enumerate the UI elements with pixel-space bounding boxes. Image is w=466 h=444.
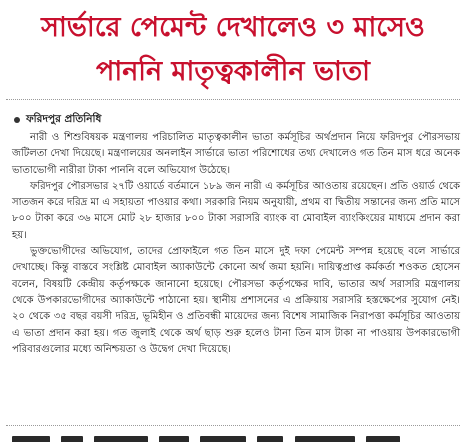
cut-off-text-fragment xyxy=(295,436,355,442)
byline-text: ফরিদপুর প্রতিনিধি xyxy=(26,112,102,125)
cut-off-text-fragment xyxy=(257,436,283,442)
byline xyxy=(14,112,101,128)
bullet-icon xyxy=(14,117,20,123)
cut-off-text-fragment xyxy=(200,436,246,442)
cut-off-next-line xyxy=(12,428,452,442)
cut-off-text-fragment xyxy=(366,436,400,442)
cut-off-text-fragment xyxy=(159,436,189,442)
paragraph-2: ফরিদপুর পৌরসভার ২৭টি ওয়ার্ডে বর্তমানে ১৮৯ জন নারী এ কর্মসূচির আওতায় রয়েছেন। প্রতি ওয়ার্ড থেকে সাতজন করে দরিদ্র মা এ সহায়তা পাওয়ার কথা। সরকারি নিয়ম অনুযায়ী, প্রথম বা দ্বিতীয় সন্তানের জন্য প্রতি মাসে ৮০০ টাকা করে ৩৬ মাসে মোট ২৮ হাজার ৮০০ টাকা সরাসরি ব্যাংক বা মোবাইল ব্যাংকিংয়ের মাধ্যমে প্রদান করা হয়। xyxy=(12,180,460,241)
bottom-divider xyxy=(6,425,460,427)
article-body xyxy=(12,130,460,358)
top-divider xyxy=(6,99,460,101)
cut-off-text-fragment xyxy=(12,436,50,442)
headline-line-2: পাননি মাতৃত্বকালীন ভাতা xyxy=(96,56,370,87)
cut-off-text-fragment xyxy=(61,436,83,442)
paragraph-3: ভুক্তভোগীদের অভিযোগ, তাদের প্রোফাইলে গত তিন মাসে দুই দফা পেমেন্ট সম্পন্ন হয়েছে বলে সার্ভারে দেখাচ্ছে। কিন্তু বাস্তবে সংশ্লিষ্ট মোবাইল অ্যাকাউন্টে কোনো অর্থ জমা হয়নি। দায়িত্বপ্রাপ্ত কর্মকর্তা শওকত হোসেন বলেন, বিষয়টি কেন্দ্রীয় কর্তৃপক্ষকে জানানো হয়েছে। পৌরসভা কর্তৃপক্ষের দাবি, ভাতার অর্থ সরাসরি মন্ত্রণালয় থেকে উপকারভোগীদের অ্যাকাউন্টে পাঠানো হয়। স্থানীয় প্রশাসনের এ প্রক্রিয়ায় সরাসরি হস্তক্ষেপের সুযোগ নেই। ২০ থেকে ৩৫ বছর বয়সী দরিদ্র, ভূমিহীন ও প্রতিবন্ধী মায়েদের জন্য বিশেষ সামাজিক নিরাপত্তা কর্মসূচির আওতায় এ ভাতা প্রদান করা হয়। গত জুলাই থেকে অর্থ ছাড় শুরু হলেও টানা তিন মাস টাকা না পাওয়ায় উপকারভোগী পরিবারগুলোর মধ্যে অনিশ্চয়তা ও উদ্বেগ দেখা দিয়েছে। xyxy=(12,246,460,355)
paragraph-1: নারী ও শিশুবিষয়ক মন্ত্রণালয় পরিচালিত মাতৃত্বকালীন ভাতা কর্মসূচির অর্থপ্রদান নিয়ে ফরিদপুর পৌরসভায় জটিলতা দেখা দিয়েছে। মন্ত্রণালয়ের অনলাইন সার্ভারে ভাতা পরিশোধের তথ্য দেখালেও গত তিন মাস ধরে অনেক ভাতাভোগী নারীরা টাকা পাননি বলে অভিযোগ উঠেছে। xyxy=(12,132,460,176)
headline-line-1: সার্ভারে পেমেন্ট দেখালেও ৩ মাসেও xyxy=(41,12,425,43)
cut-off-text-fragment xyxy=(94,436,148,442)
